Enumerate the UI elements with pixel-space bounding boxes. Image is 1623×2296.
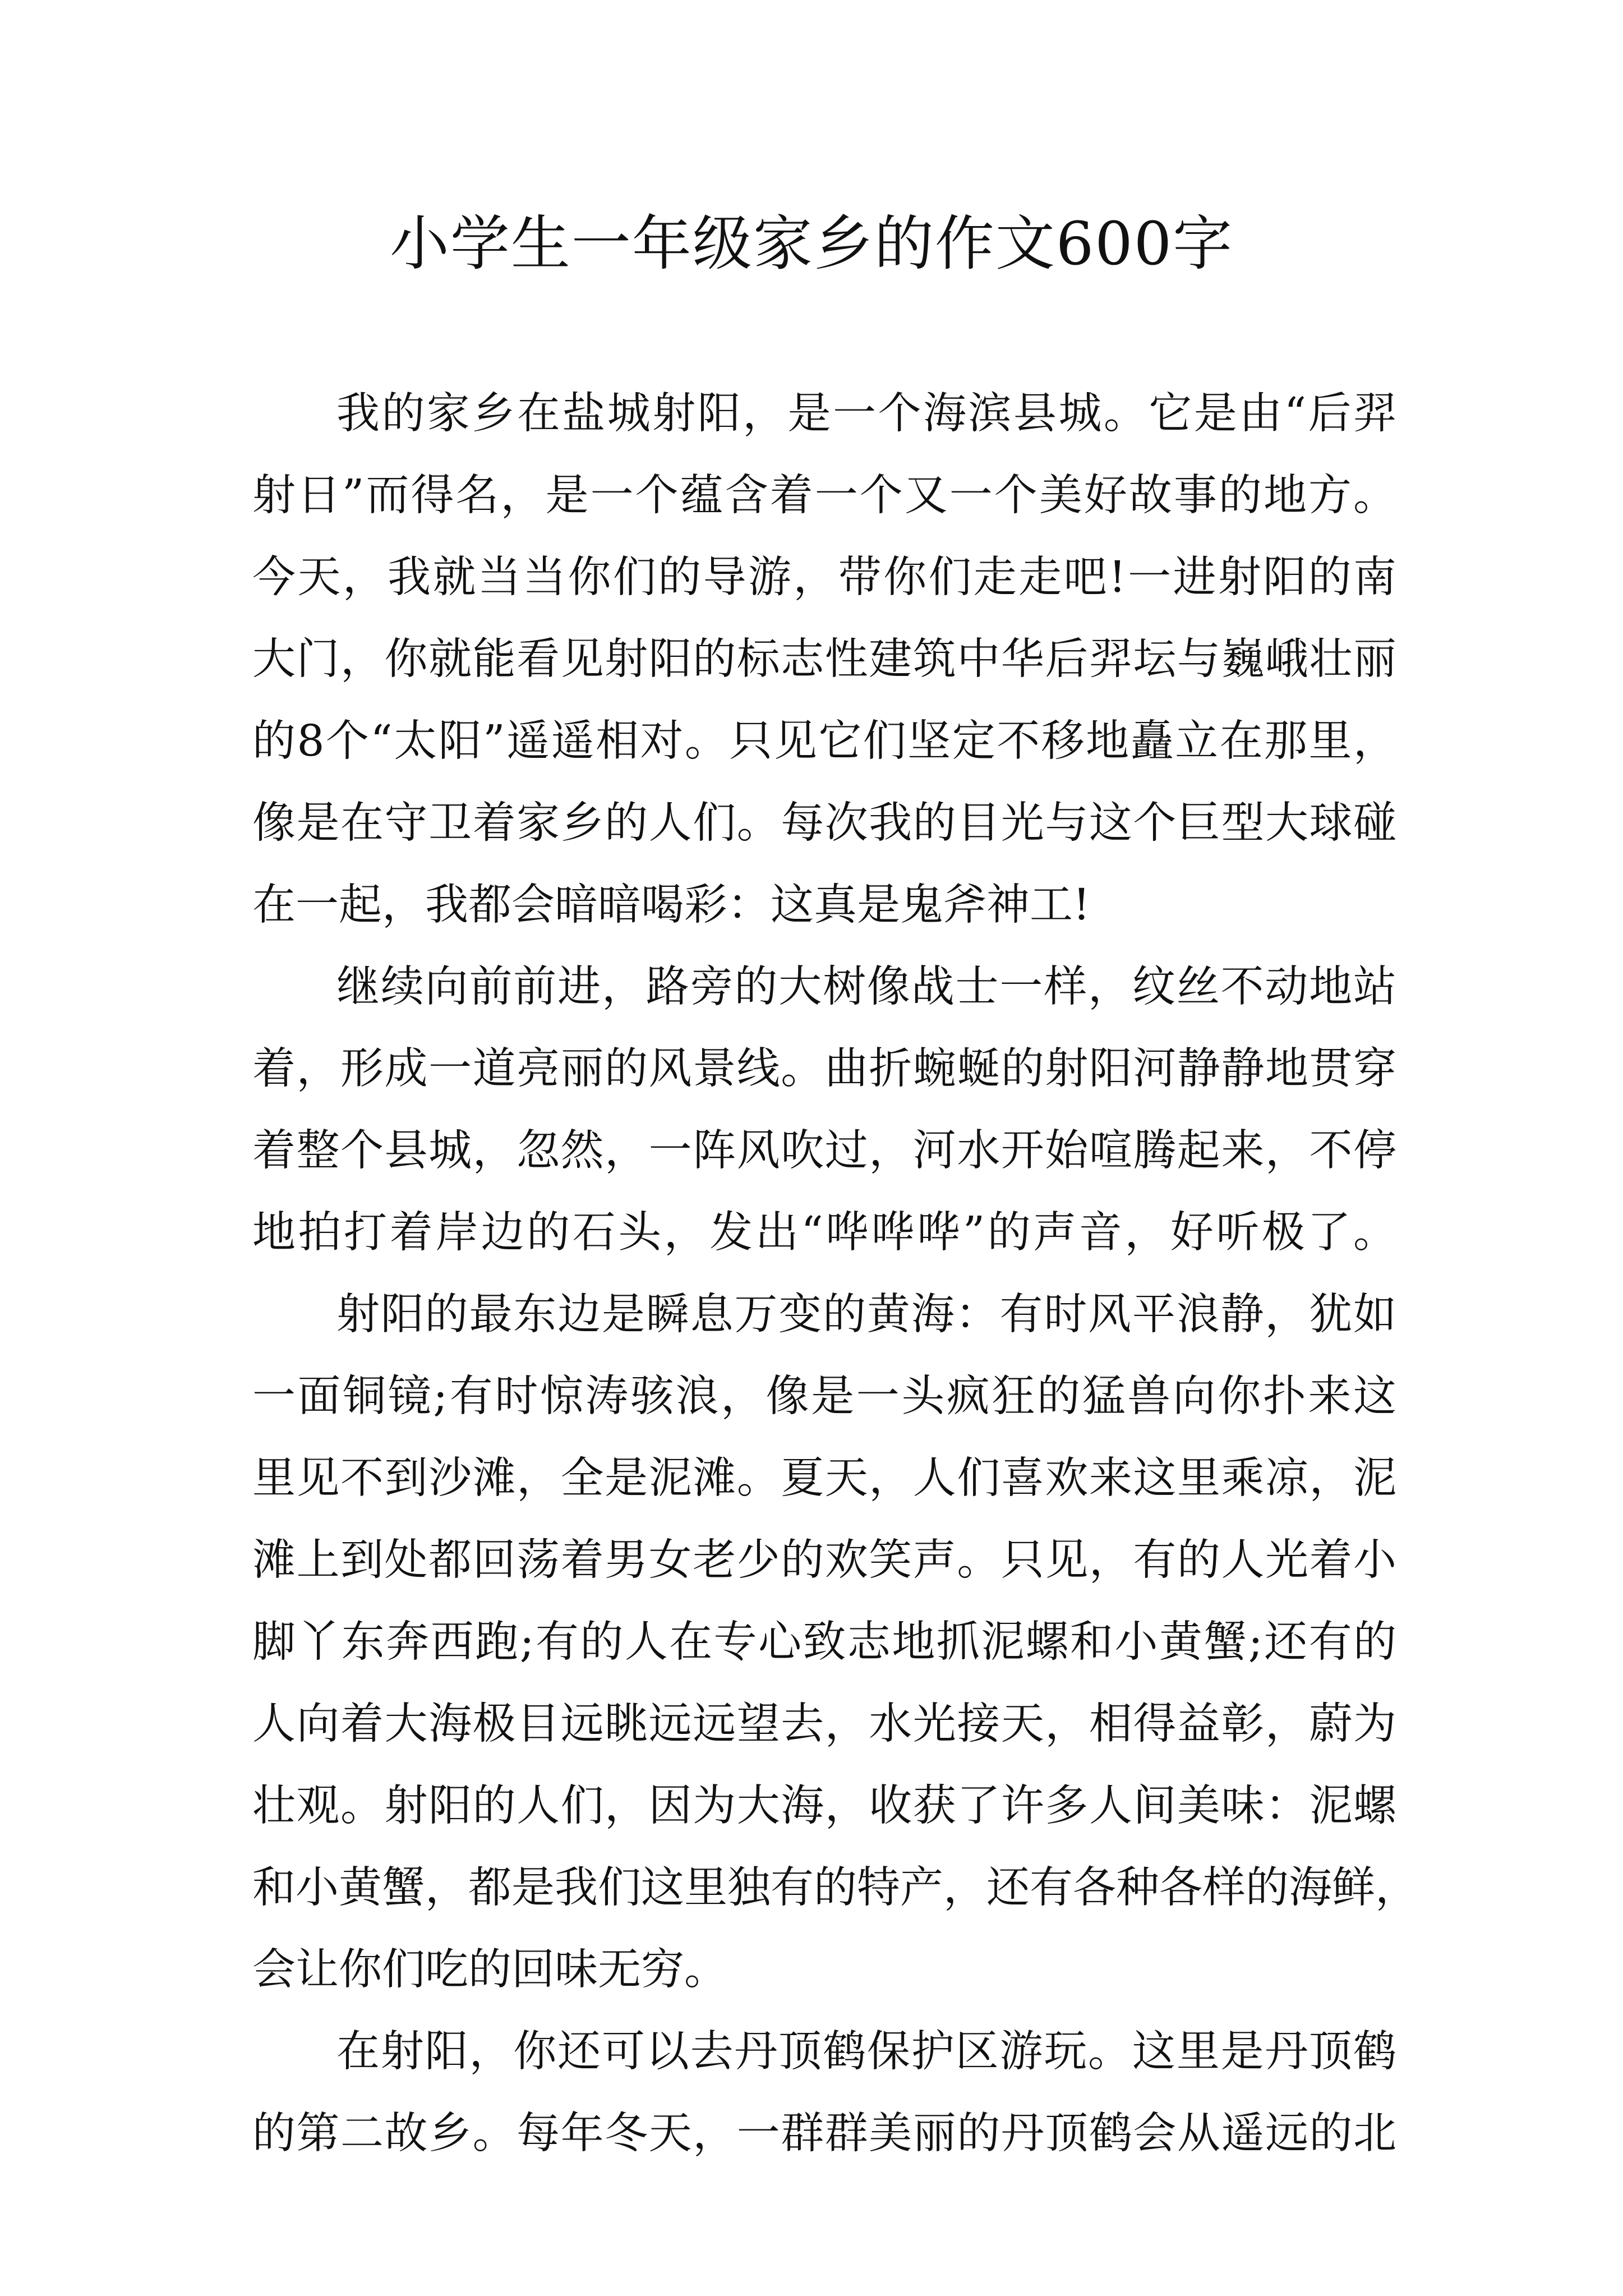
- paragraph-line: 像是在守卫着家乡的人们。每次我的目光与这个巨型大球碰: [252, 798, 1396, 848]
- paragraph-line: 在一起，我都会暗暗喝彩：这真是鬼斧神工!: [252, 880, 1090, 930]
- paragraph-line: 今天，我就当当你们的导游，带你们走走吧!一进射阳的南: [252, 553, 1396, 602]
- paragraph-line: 着，形成一道亮丽的风景线。曲折蜿蜒的射阳河静静地贯穿: [252, 1044, 1396, 1094]
- document-body: [252, 373, 1418, 2175]
- paragraph-line: 壮观。射阳的人们，因为大海，收获了许多人间美味：泥螺: [252, 1781, 1396, 1831]
- paragraph-line: 的8个“太阳”遥遥相对。只见它们坚定不移地矗立在那里，: [252, 716, 1396, 766]
- paragraph-line: 会让你们吃的回味无穷。: [252, 1945, 727, 1995]
- paragraph-line: 人向着大海极目远眺远远望去，水光接天，相得益彰，蔚为: [252, 1699, 1396, 1749]
- paragraph-line: 里见不到沙滩，全是泥滩。夏天，人们喜欢来这里乘凉，泥: [252, 1453, 1396, 1503]
- paragraph-line: 射阳的最东边是瞬息万变的黄海：有时风平浪静，犹如: [336, 1290, 1396, 1340]
- paragraph-line: 我的家乡在盐城射阳，是一个海滨县城。它是由“后羿: [336, 389, 1396, 439]
- paragraph-line: 和小黄蟹，都是我们这里独有的特产，还有各种各样的海鲜，: [252, 1863, 1418, 1913]
- paragraph-line: 的第二故乡。每年冬天，一群群美丽的丹顶鹤会从遥远的北: [252, 2109, 1396, 2159]
- paragraph-line: 着整个县城，忽然，一阵风吹过，河水开始喧腾起来，不停: [252, 1126, 1396, 1176]
- paragraph-line: 脚丫东奔西跑;有的人在专心致志地抓泥螺和小黄蟹;还有的: [252, 1617, 1396, 1667]
- paragraph-line: 继续向前前进，路旁的大树像战士一样，纹丝不动地站: [336, 962, 1396, 1012]
- paragraph-line: 地拍打着岸边的石头，发出“哗哗哗”的声音，好听极了。: [252, 1208, 1396, 1258]
- paragraph-line: 滩上到处都回荡着男女老少的欢笑声。只见，有的人光着小: [252, 1535, 1396, 1585]
- paragraph-line: 在射阳，你还可以去丹顶鹤保护区游玩。这里是丹顶鹤: [336, 2027, 1396, 2077]
- paragraph-line: 大门，你就能看见射阳的标志性建筑中华后羿坛与巍峨壮丽: [252, 634, 1396, 684]
- document-title: 小学生一年级家乡的作文600字: [389, 209, 1234, 278]
- paragraph-line: 一面铜镜;有时惊涛骇浪，像是一头疯狂的猛兽向你扑来这: [252, 1372, 1396, 1421]
- paragraph-line: 射日”而得名，是一个蕴含着一个又一个美好故事的地方。: [252, 471, 1396, 521]
